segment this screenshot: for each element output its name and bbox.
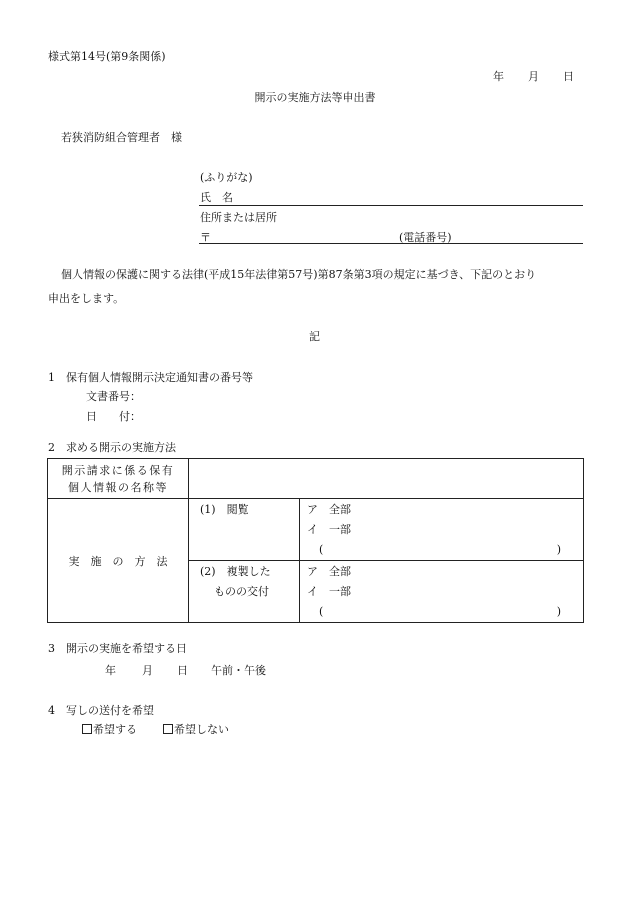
- form-number: 様式第14号(第9条関係): [48, 50, 166, 63]
- copy-send-no-option[interactable]: [163, 724, 229, 736]
- option-copy-label-2: ものの交付: [214, 585, 269, 598]
- copy-send-yes-checkbox[interactable]: [82, 724, 92, 734]
- postal-mark: 〒: [200, 231, 211, 244]
- intro-line-2: 申出をします。: [48, 292, 125, 305]
- view-choice-part[interactable]: イ 一部: [307, 523, 351, 536]
- address-underline: [199, 243, 583, 244]
- section1-heading: 1 保有個人情報開示決定通知書の番号等: [48, 371, 253, 384]
- copy-choice-part[interactable]: イ 一部: [307, 585, 351, 598]
- section4-heading: 4 写しの送付を希望: [48, 704, 154, 717]
- option-copy-label-1: (2) 複製した: [200, 565, 271, 578]
- option-view-cell: [189, 499, 300, 561]
- doc-number-label: 文書番号：: [86, 390, 141, 403]
- copy-paren-close: ): [556, 605, 561, 618]
- address-label: 住所または居所: [200, 211, 277, 224]
- disclosure-method-table: [47, 458, 584, 623]
- copy-choice-all[interactable]: ア 全部: [307, 565, 351, 578]
- copy-send-yes-option[interactable]: [82, 724, 137, 736]
- name-label: 氏 名: [200, 191, 233, 204]
- view-paren-close: ): [556, 543, 561, 556]
- view-choice-cell[interactable]: [300, 499, 584, 561]
- doc-date-label: 日 付：: [86, 410, 141, 423]
- am-pm-choice[interactable]: 午前・午後: [211, 664, 266, 677]
- copy-send-yes-label: 希望する: [93, 723, 137, 736]
- section3-heading: 3 開示の実施を希望する日: [48, 642, 187, 655]
- info-name-line-1: 開示請求に係る保有: [61, 463, 175, 477]
- info-name-input-cell[interactable]: [189, 459, 584, 499]
- copy-paren-open: (: [319, 605, 324, 618]
- date-year-label: 年: [493, 70, 504, 83]
- phone-label: (電話番号): [399, 231, 452, 244]
- intro-line-1: 個人情報の保護に関する法律(平成15年法律第57号)第87条第3項の規定に基づき、下記のとおり: [61, 268, 537, 281]
- method-label-cell: [48, 499, 189, 623]
- copy-send-no-checkbox[interactable]: [163, 724, 173, 734]
- option-copy-cell: [189, 561, 300, 623]
- section2-heading: 2 求める開示の実施方法: [48, 441, 176, 454]
- date-month-label: 月: [528, 70, 539, 83]
- info-name-label-cell: [48, 459, 189, 499]
- view-partial-detail[interactable]: [307, 540, 583, 560]
- option-view-label: (1) 閲覧: [200, 503, 249, 516]
- copy-choice-cell[interactable]: [300, 561, 584, 623]
- ki-heading: 記: [309, 330, 320, 343]
- preferred-day-label: 日: [177, 664, 188, 677]
- name-underline: [199, 205, 583, 206]
- addressee: 若狭消防組合管理者 様: [61, 131, 182, 144]
- view-choice-all[interactable]: ア 全部: [307, 503, 351, 516]
- method-label: 実 施 の 方 法: [68, 554, 168, 568]
- copy-send-no-label: 希望しない: [174, 723, 229, 736]
- copy-partial-detail[interactable]: [307, 602, 583, 622]
- preferred-year-label: 年: [105, 664, 116, 677]
- document-title: 開示の実施方法等申出書: [254, 91, 376, 104]
- furigana-label: (ふりがな): [200, 171, 253, 184]
- preferred-month-label: 月: [142, 664, 153, 677]
- info-name-line-2: 個人情報の名称等: [68, 480, 168, 494]
- date-day-label: 日: [563, 70, 574, 83]
- view-paren-open: (: [319, 543, 324, 556]
